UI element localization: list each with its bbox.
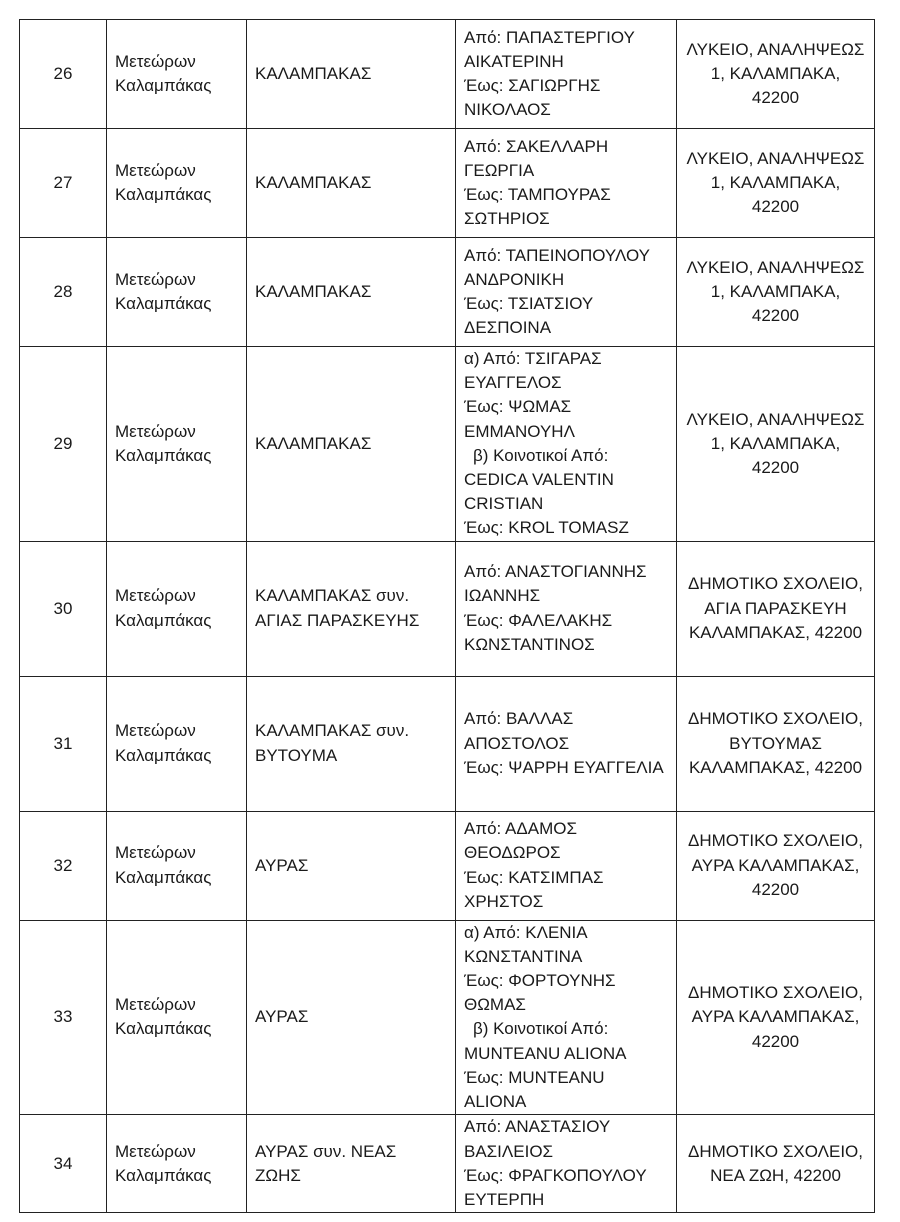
municipality-cell — [107, 20, 247, 129]
cell-line: ΑΠΟΣΤΟΛΟΣ — [464, 733, 570, 753]
cell-line: ΝΙΚΟΛΑΟΣ — [464, 100, 551, 120]
cell-line: ΔΗΜΟΤΙΚΟ ΣΧΟΛΕΙΟ, — [687, 831, 863, 851]
cell-line: Έως: ΦΡΑΓΚΟΠΟΥΛΟΥ — [464, 1165, 647, 1185]
municipality-cell — [107, 347, 247, 542]
cell-line: Καλαμπάκας — [115, 1019, 212, 1039]
cell-line: ΘΩΜΑΣ — [464, 995, 526, 1015]
polling-location-cell — [677, 1115, 875, 1213]
cell-line: ΙΩΑΝΝΗΣ — [464, 586, 541, 606]
surname-range-cell — [456, 676, 677, 811]
cell-line: ΚΑΛΑΜΠΑΚΑΣ, 42200 — [688, 622, 863, 642]
polling-stations-table — [19, 19, 875, 1213]
cell-line: 42200 — [751, 197, 800, 217]
cell-line: ΔΗΜΟΤΙΚΟ ΣΧΟΛΕΙΟ, — [687, 574, 863, 594]
cell-line: Καλαμπάκας — [115, 294, 212, 313]
cell-line: α) Από: ΤΣΙΓΑΡΑΣ — [464, 349, 602, 368]
cell-line: Από: ΒΑΛΛΑΣ — [464, 709, 574, 729]
station-number: 31 — [20, 676, 107, 811]
place-cell — [247, 1115, 456, 1213]
cell-line: Μετεώρων — [115, 586, 196, 606]
cell-line: Έως: ΤΑΜΠΟΥΡΑΣ — [464, 185, 611, 204]
surname-range-cell — [456, 129, 677, 238]
polling-location-cell — [677, 541, 875, 676]
cell-line: Έως: ΚΑΤΣΙΜΠΑΣ — [464, 867, 604, 887]
cell-line: ΑΝΔΡΟΝΙΚΗ — [464, 269, 565, 289]
cell-line: Καλαμπάκας — [115, 76, 212, 95]
municipality-cell — [107, 676, 247, 811]
cell-line: Έως: ΦΟΡΤΟΥΝΗΣ — [464, 971, 616, 991]
cell-line: ΔΕΣΠΟΙΝΑ — [464, 318, 552, 338]
polling-location-cell — [677, 920, 875, 1115]
cell-line: Καλαμπάκας — [115, 185, 212, 204]
cell-line: ΑΥΡΑ ΚΑΛΑΜΠΑΚΑΣ, — [691, 855, 860, 875]
cell-line: Μετεώρων — [115, 160, 196, 180]
station-number: 29 — [20, 347, 107, 542]
cell-line: ΑΥΡΑ ΚΑΛΑΜΠΑΚΑΣ, — [691, 1007, 860, 1027]
cell-line: 42200 — [751, 457, 800, 477]
cell-line: Καλαμπάκας — [115, 1165, 212, 1185]
cell-line: ΑΥΡΑΣ — [255, 1007, 309, 1027]
cell-line: ΝΕΑ ΖΩΗ, 42200 — [710, 1165, 841, 1185]
cell-line: 42200 — [751, 1031, 800, 1051]
cell-line: CRISTIAN — [464, 494, 544, 514]
municipality-cell — [107, 238, 247, 347]
cell-line: ΚΑΛΑΜΠΑΚΑΣ συν. — [255, 721, 410, 741]
table-row — [20, 811, 875, 920]
place-cell — [247, 129, 456, 238]
cell-line: Από: ΤΑΠΕΙΝΟΠΟΥΛΟΥ — [464, 245, 651, 265]
cell-line: ΑΥΡΑΣ συν. ΝΕΑΣ — [255, 1141, 397, 1161]
cell-line: ΚΩΝΣΤΑΝΤΙΝΟΣ — [464, 634, 595, 654]
cell-line: Μετεώρων — [115, 1141, 196, 1161]
place-cell — [247, 811, 456, 920]
polling-location-cell — [677, 238, 875, 347]
cell-line: Μετεώρων — [115, 269, 196, 289]
station-number: 34 — [20, 1115, 107, 1213]
place-cell — [247, 347, 456, 542]
station-number: 27 — [20, 129, 107, 238]
cell-line: ΖΩΗΣ — [255, 1165, 301, 1185]
cell-line: 42200 — [751, 306, 800, 326]
municipality-cell — [107, 541, 247, 676]
cell-line: ΚΑΛΑΜΠΑΚΑΣ — [255, 63, 372, 83]
cell-line: Έως: MUNTEANU — [464, 1067, 605, 1087]
cell-line: ΑΓΙΑΣ ΠΑΡΑΣΚΕΥΗΣ — [255, 610, 420, 630]
table-row — [20, 347, 875, 542]
cell-line: Καλαμπάκας — [115, 867, 212, 887]
cell-line: ΒΥΤΟΥΜΑ — [255, 745, 338, 765]
cell-line: ΧΡΗΣΤΟΣ — [464, 891, 544, 911]
surname-range-cell — [456, 238, 677, 347]
cell-line: Μετεώρων — [115, 721, 196, 741]
polling-location-cell — [677, 347, 875, 542]
cell-line: ΛΥΚΕΙΟ, ΑΝΑΛΗΨΕΩΣ — [686, 148, 865, 168]
cell-line: ΓΕΩΡΓΙΑ — [464, 160, 535, 180]
cell-line: ΘΕΟΔΩΡΟΣ — [464, 843, 561, 863]
table-row — [20, 1115, 875, 1213]
cell-line: ΑΙΚΑΤΕΡΙΝΗ — [464, 51, 564, 71]
cell-line: ΚΩΝΣΤΑΝΤΙΝΑ — [464, 946, 583, 966]
surname-range-cell — [456, 920, 677, 1115]
polling-location-cell — [677, 129, 875, 238]
cell-line: α) Από: ΚΛΕΝΙΑ — [464, 922, 588, 942]
cell-line: Καλαμπάκας — [115, 610, 212, 630]
place-cell — [247, 238, 456, 347]
cell-line: β) Κοινοτικοί Από: — [473, 1019, 609, 1039]
cell-line: 1, ΚΑΛΑΜΠΑΚΑ, — [710, 172, 841, 192]
station-number: 33 — [20, 920, 107, 1115]
cell-line: Μετεώρων — [115, 843, 196, 863]
cell-line: ΕΥΑΓΓΕΛΟΣ — [464, 373, 562, 393]
cell-line: β) Κοινοτικοί Από: — [473, 445, 609, 465]
place-cell — [247, 20, 456, 129]
cell-line: Καλαμπάκας — [115, 445, 212, 465]
cell-line: ΚΑΛΑΜΠΑΚΑΣ — [255, 281, 372, 301]
cell-line: ΔΗΜΟΤΙΚΟ ΣΧΟΛΕΙΟ, — [687, 1141, 863, 1161]
cell-line: 1, ΚΑΛΑΜΠΑΚΑ, — [710, 433, 841, 453]
cell-line: ΑΓΙΑ ΠΑΡΑΣΚΕΥΗ — [704, 598, 847, 618]
cell-line: ΚΑΛΑΜΠΑΚΑΣ — [255, 433, 372, 453]
cell-line: ΔΗΜΟΤΙΚΟ ΣΧΟΛΕΙΟ, — [687, 709, 863, 729]
table-row — [20, 238, 875, 347]
cell-line: Μετεώρων — [115, 995, 196, 1015]
cell-line: Από: ΑΝΑΣΤΑΣΙΟΥ — [464, 1117, 611, 1137]
surname-range-cell — [456, 1115, 677, 1213]
cell-line: Μετεώρων — [115, 51, 196, 71]
cell-line: Από: ΠΑΠΑΣΤΕΡΓΙΟΥ — [464, 27, 635, 47]
table-row — [20, 920, 875, 1115]
cell-line: Έως: ΣΑΓΙΩΡΓΗΣ — [464, 76, 601, 95]
cell-line: ΚΑΛΑΜΠΑΚΑΣ — [255, 172, 372, 192]
cell-line: ΕΜΜΑΝΟΥΗΛ — [464, 421, 575, 441]
cell-line: 42200 — [751, 88, 800, 108]
cell-line: CEDICA VALENTIN — [464, 470, 614, 490]
cell-line: ΒΥΤΟΥΜΑΣ — [729, 733, 822, 753]
cell-line: Από: ΑΔΑΜΟΣ — [464, 819, 577, 839]
polling-location-cell — [677, 676, 875, 811]
cell-line: ΛΥΚΕΙΟ, ΑΝΑΛΗΨΕΩΣ — [686, 39, 865, 59]
station-number: 26 — [20, 20, 107, 129]
surname-range-cell — [456, 541, 677, 676]
station-number: 32 — [20, 811, 107, 920]
municipality-cell — [107, 811, 247, 920]
cell-line: ALIONA — [464, 1092, 527, 1112]
place-cell — [247, 541, 456, 676]
cell-line: ΚΑΛΑΜΠΑΚΑΣ, 42200 — [688, 757, 863, 777]
cell-line: ΑΥΡΑΣ — [255, 855, 309, 875]
place-cell — [247, 676, 456, 811]
station-number: 30 — [20, 541, 107, 676]
surname-range-cell — [456, 811, 677, 920]
cell-line: ΔΗΜΟΤΙΚΟ ΣΧΟΛΕΙΟ, — [687, 983, 863, 1003]
municipality-cell — [107, 129, 247, 238]
cell-line: Από: ΑΝΑΣΤΟΓΙΑΝΝΗΣ — [464, 562, 647, 582]
cell-line: 1, ΚΑΛΑΜΠΑΚΑ, — [710, 63, 841, 83]
cell-line: ΛΥΚΕΙΟ, ΑΝΑΛΗΨΕΩΣ — [686, 257, 865, 277]
cell-line: Έως: ΦΑΛΕΛΑΚΗΣ — [464, 610, 613, 630]
cell-line: Μετεώρων — [115, 421, 196, 441]
cell-line: Έως: KROL TOMASZ — [464, 518, 629, 538]
cell-line: MUNTEANU ALIONA — [464, 1043, 627, 1063]
table-row — [20, 20, 875, 129]
place-cell — [247, 920, 456, 1115]
cell-line: Έως: ΤΣΙΑΤΣΙΟΥ — [464, 294, 594, 313]
cell-line: Από: ΣΑΚΕΛΛΑΡΗ — [464, 136, 609, 156]
table-row — [20, 129, 875, 238]
table-row — [20, 676, 875, 811]
cell-line: Καλαμπάκας — [115, 745, 212, 765]
cell-line: Έως: ΨΩΜΑΣ — [464, 397, 572, 417]
cell-line: ΚΑΛΑΜΠΑΚΑΣ συν. — [255, 586, 410, 606]
municipality-cell — [107, 920, 247, 1115]
cell-line: Έως: ΨΑΡΡΗ ΕΥΑΓΓΕΛΙΑ — [464, 757, 664, 777]
cell-line: 1, ΚΑΛΑΜΠΑΚΑ, — [710, 281, 841, 301]
cell-line: 42200 — [751, 879, 800, 899]
polling-location-cell — [677, 20, 875, 129]
cell-line: ΛΥΚΕΙΟ, ΑΝΑΛΗΨΕΩΣ — [686, 409, 865, 429]
surname-range-cell — [456, 20, 677, 129]
table-row — [20, 541, 875, 676]
cell-line: ΣΩΤΗΡΙΟΣ — [464, 209, 550, 229]
surname-range-cell — [456, 347, 677, 542]
cell-line: ΒΑΣΙΛΕΙΟΣ — [464, 1141, 554, 1161]
cell-line: ΕΥΤΕΡΠΗ — [464, 1189, 545, 1209]
municipality-cell — [107, 1115, 247, 1213]
polling-location-cell — [677, 811, 875, 920]
station-number: 28 — [20, 238, 107, 347]
